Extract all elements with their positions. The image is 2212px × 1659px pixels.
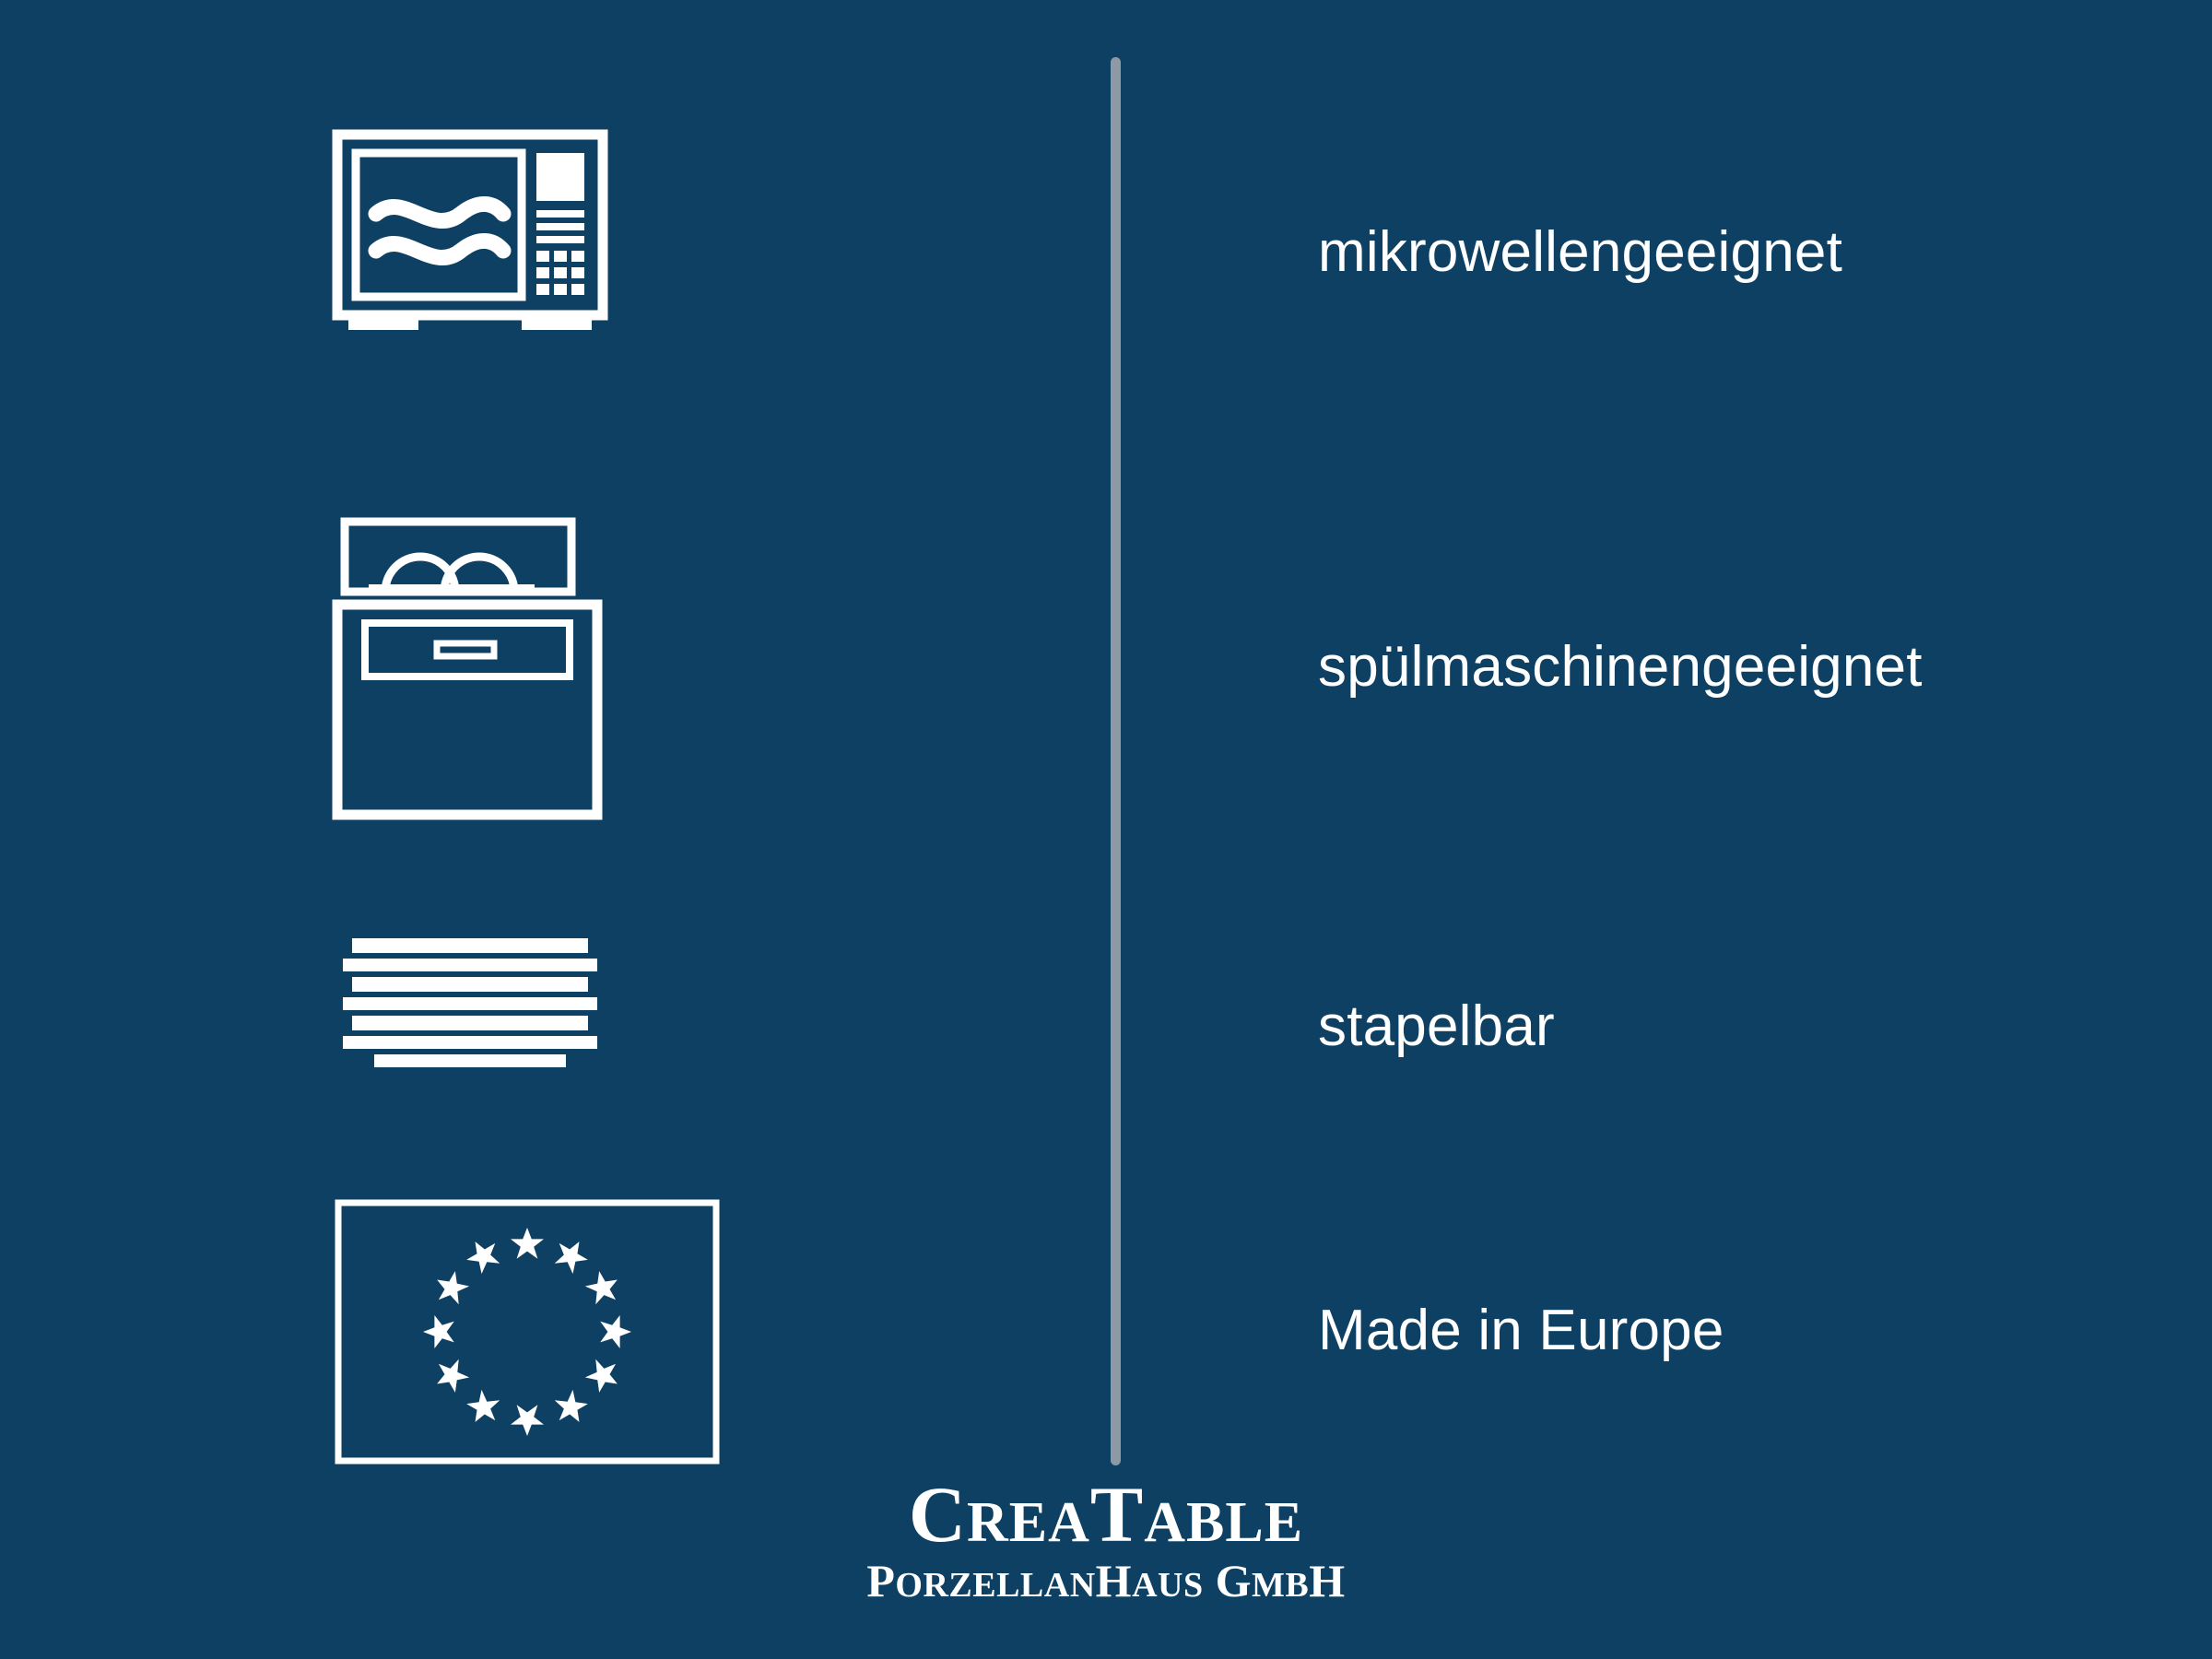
- stackable-plates-icon: [332, 931, 774, 1078]
- brand-name-part-3: T: [1089, 1470, 1145, 1559]
- brand-sub-part-3: H: [1095, 1555, 1133, 1606]
- brand-name-part-4: ABLE: [1144, 1491, 1304, 1554]
- brand-sub-part-1: P: [866, 1555, 896, 1606]
- feature-label: Made in Europe: [1318, 1299, 1724, 1362]
- brand-sub-part-2: ORZELLAN: [895, 1566, 1096, 1605]
- brand-sub-part-7: H: [1309, 1555, 1346, 1606]
- vertical-divider: [1111, 57, 1121, 1465]
- brand-name-part-1: C: [908, 1470, 967, 1559]
- brand-sub-part-5: G: [1203, 1555, 1253, 1606]
- dishwasher-icon: [332, 516, 774, 820]
- brand-sub-part-6: MB: [1252, 1566, 1310, 1605]
- feature-label: stapelbar: [1318, 994, 1555, 1058]
- brand-name-part-2: REA: [966, 1491, 1090, 1554]
- european-union-flag-icon: [334, 1198, 776, 1465]
- brand-subtitle: [0, 1556, 2212, 1606]
- brand-logo: [0, 1470, 2212, 1606]
- brand-sub-part-4: AUS: [1132, 1566, 1204, 1605]
- microwave-icon: [332, 129, 774, 350]
- feature-label: mikrowellengeeignet: [1318, 220, 1843, 284]
- brand-name: [0, 1470, 2212, 1559]
- feature-label: spülmaschinengeeignet: [1318, 635, 1923, 699]
